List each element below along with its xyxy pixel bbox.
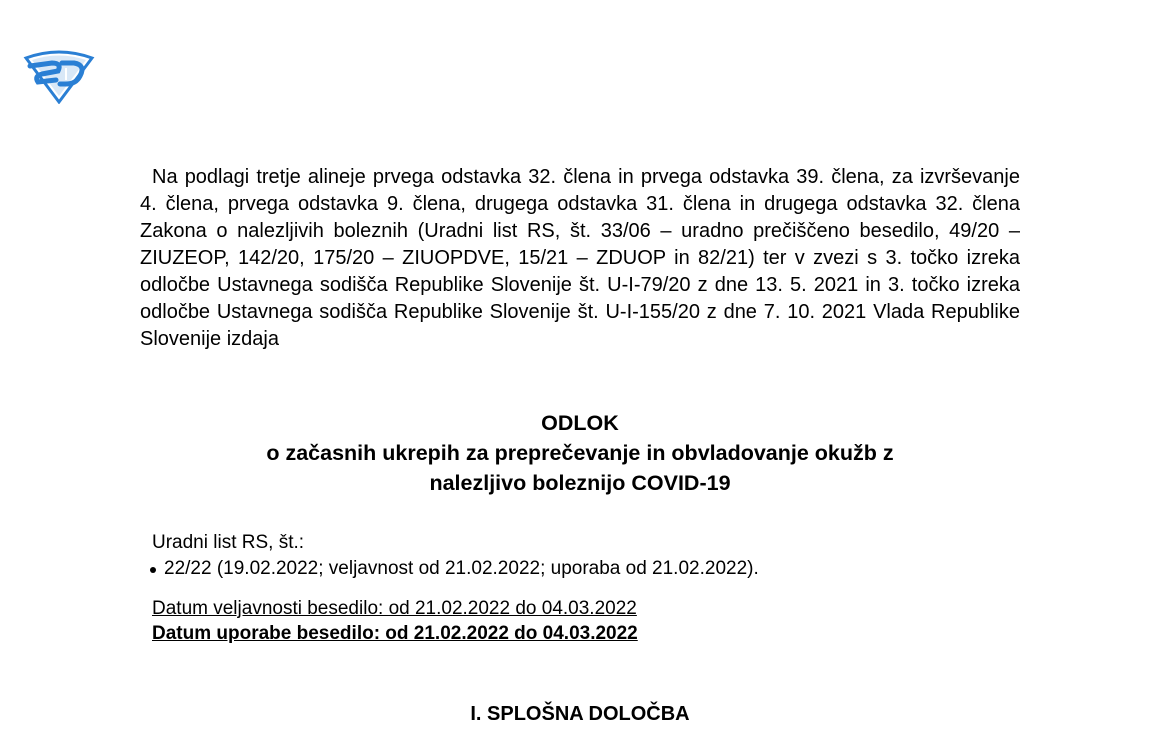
preamble-paragraph: Na podlagi tretje alineje prvega odstavka 32. člena in prvega odstavka 39. člena, za izvrševanje 4. člena, prvega odstavka 9. člena, drugega odstavka 31. člena in drugega odstavka 32. člena Zakona o nalezljivih boleznih (Uradni list RS, št. 33/06 – uradno prečiščeno besedilo, 49/20 – ZIUZEOP, 142/20, 175/20 – ZIUOPDVE, 15/21 – ZDUOP in 82/21) ter v zvezi s 3. točko izreka odločbe Ustavnega sodišča Republike Slovenije št. U-I-79/20 z dne 13. 5. 2021 in 3. točko izreka odločbe Ustavnega sodišča Republike Slovenije št. U-I-155/20 z dne 7. 10. 2021 Vlada Republike Slovenije izdaja — [140, 166, 1020, 350]
title-line-2: o začasnih ukrepih za preprečevanje in obvladovanje okužb z — [266, 441, 894, 465]
bullet-icon — [150, 567, 156, 573]
validity-dates — [152, 596, 638, 646]
gazette-item-text: 22/22 (19.02.2022; veljavnost od 21.02.2022; uporaba od 21.02.2022). — [164, 558, 759, 579]
sd-shield-logo-icon — [22, 46, 96, 104]
validity-date-text: Datum veljavnosti besedilo: od 21.02.2022 do 04.03.2022 — [152, 598, 637, 619]
gazette-reference — [152, 530, 759, 582]
use-date-text: Datum uporabe besedilo: od 21.02.2022 do 04.03.2022 — [152, 623, 638, 644]
gazette-label: Uradni list RS, št.: — [152, 532, 305, 553]
document-title — [140, 408, 1020, 498]
gazette-item — [150, 556, 759, 582]
section-heading: I. SPLOŠNA DOLOČBA — [470, 703, 690, 725]
title-line-1: ODLOK — [541, 411, 619, 435]
title-line-3: nalezljivo boleznijo COVID-19 — [429, 471, 731, 495]
